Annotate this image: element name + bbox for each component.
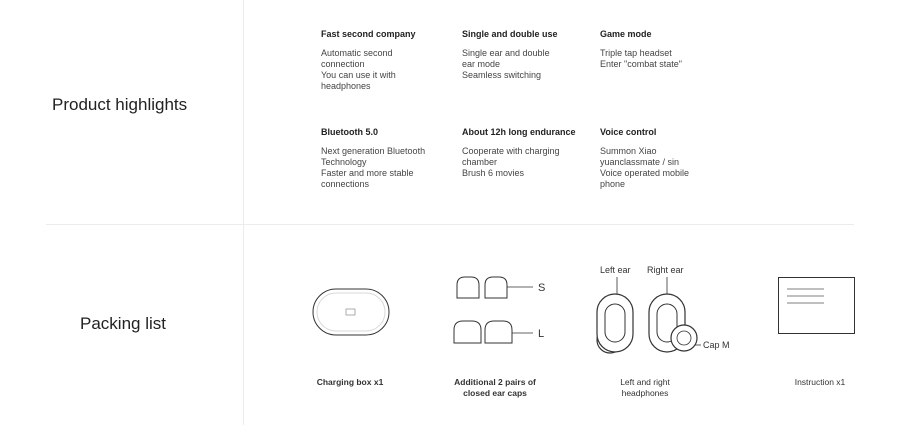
feature-title: Voice control bbox=[600, 127, 657, 137]
feature-desc: Summon Xiao yuanclassmate / sin Voice operated mobile phone bbox=[600, 146, 690, 189]
feature-game-mode bbox=[600, 29, 735, 70]
vertical-divider bbox=[243, 0, 244, 425]
ear-cap-large-icon bbox=[454, 321, 481, 343]
feature-desc: Cooperate with charging chamber Brush 6 movies bbox=[462, 146, 560, 178]
packing-list-title: Packing list bbox=[80, 314, 166, 333]
caption-charging-box: Charging box x1 bbox=[316, 377, 384, 387]
instruction-illustration bbox=[778, 277, 856, 335]
feature-title: About 12h long endurance bbox=[462, 127, 576, 137]
feature-desc: Triple tap headset Enter "combat state" bbox=[600, 48, 682, 69]
manual-icon bbox=[779, 278, 855, 334]
feature-desc: Next generation Bluetooth Technology Faster and more stable connections bbox=[321, 146, 426, 189]
feature-title: Game mode bbox=[600, 29, 652, 39]
ear-caps-illustration bbox=[448, 270, 558, 350]
feature-desc: Single ear and double ear mode Seamless switching bbox=[462, 48, 550, 80]
label-small: S bbox=[538, 282, 546, 294]
label-right-ear: Right ear bbox=[647, 265, 684, 275]
feature-title: Single and double use bbox=[462, 29, 558, 39]
feature-endurance bbox=[462, 127, 597, 179]
ear-tip-icon bbox=[671, 325, 697, 351]
label-cap: Cap M bbox=[703, 340, 730, 350]
feature-fast-second-company bbox=[321, 29, 456, 92]
ear-cap-small-icon bbox=[457, 277, 479, 298]
caption-instruction: Instruction x1 bbox=[794, 377, 846, 387]
label-left-ear: Left ear bbox=[600, 265, 631, 275]
feature-title: Bluetooth 5.0 bbox=[321, 127, 379, 137]
horizontal-divider bbox=[46, 224, 854, 225]
ear-cap-small-icon bbox=[485, 277, 507, 298]
ear-cap-large-icon bbox=[485, 321, 512, 343]
feature-desc: Automatic second connection You can use it with headphones bbox=[321, 48, 396, 91]
product-highlights-title: Product highlights bbox=[52, 95, 188, 114]
feature-single-double-use bbox=[462, 29, 597, 81]
caption-headphones: Left and right headphones bbox=[620, 377, 670, 398]
feature-voice-control bbox=[600, 127, 735, 190]
label-large: L bbox=[538, 328, 545, 340]
left-earbud-icon bbox=[597, 294, 633, 352]
feature-bluetooth bbox=[321, 127, 456, 190]
headphones-illustration bbox=[585, 258, 745, 358]
caption-ear-caps: Additional 2 pairs of closed ear caps bbox=[454, 377, 536, 398]
charging-box-illustration bbox=[312, 288, 390, 336]
feature-title: Fast second company bbox=[321, 29, 416, 39]
